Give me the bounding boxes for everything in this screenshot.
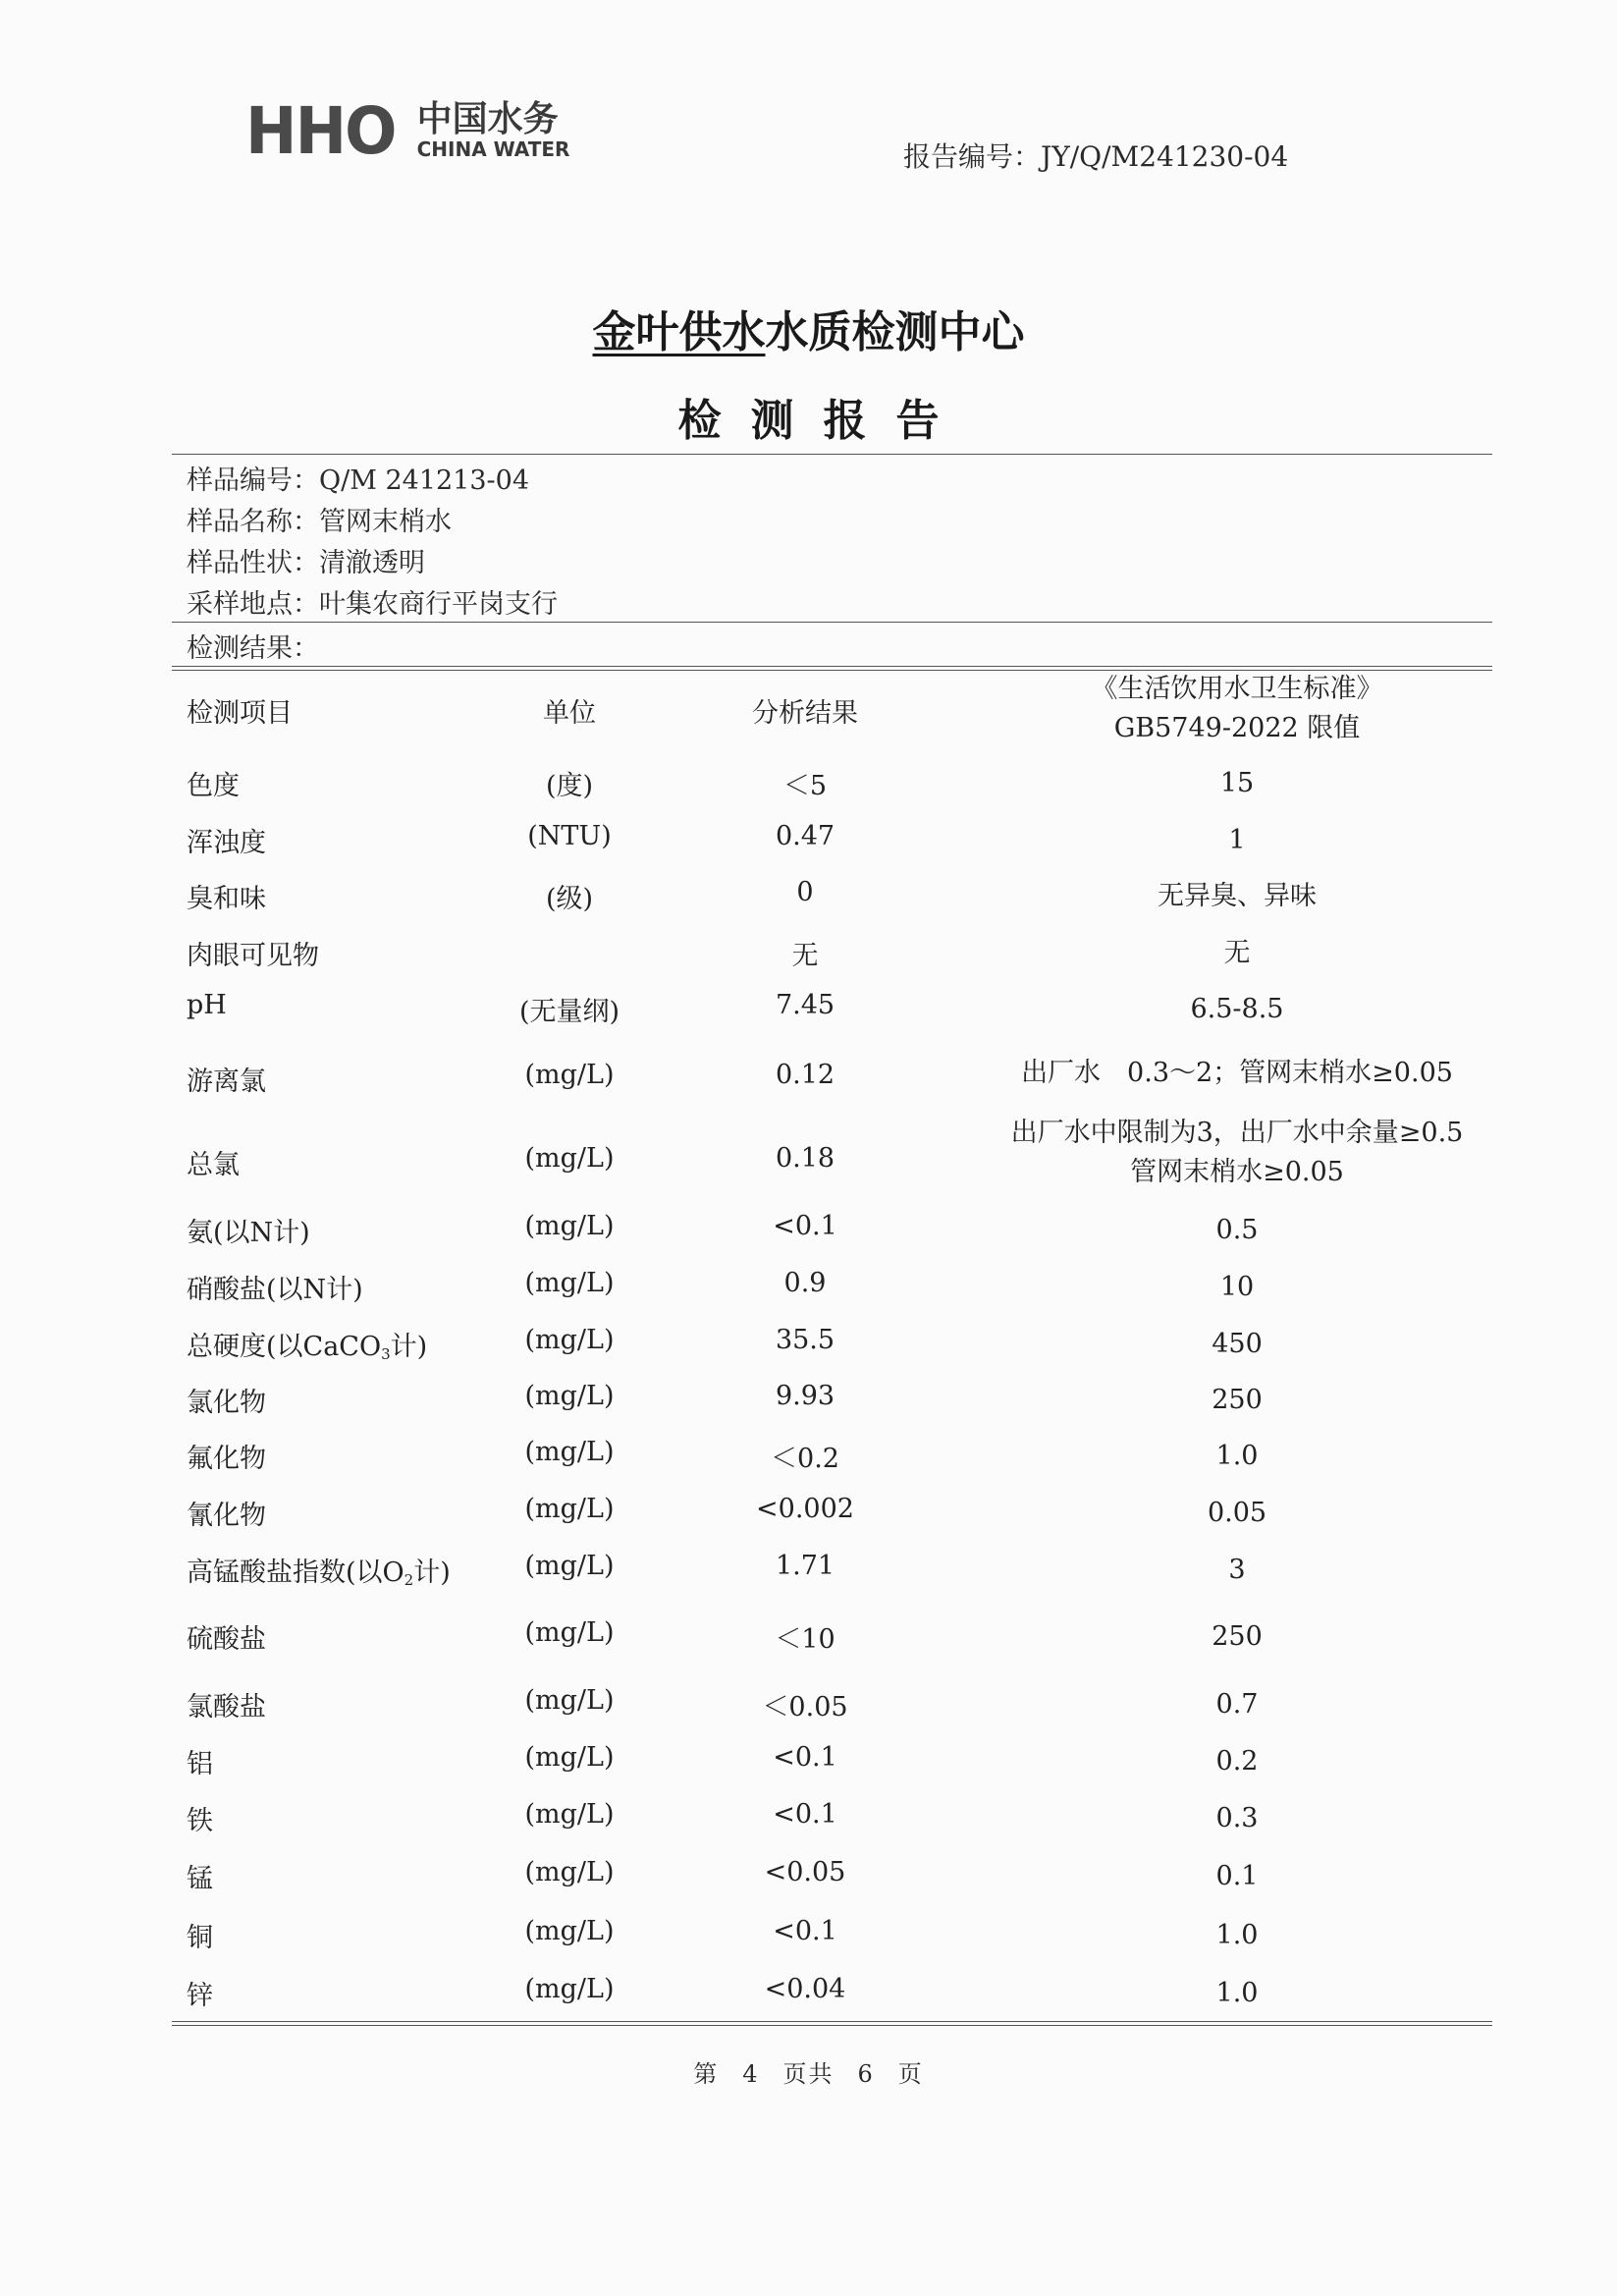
row-unit: (mg/L) [524, 1268, 615, 1298]
row-unit: (mg/L) [524, 1551, 615, 1581]
china-water-logo [245, 92, 570, 169]
header-result: 分析结果 [752, 698, 858, 729]
row-item: 铁 [187, 1806, 213, 1836]
row-unit: (mg/L) [524, 1060, 615, 1090]
row-result: ＜0.05 [762, 1692, 848, 1722]
row-item-subscript: 2 [404, 1571, 414, 1589]
row-result: <0.04 [764, 1974, 846, 2004]
row-item: 硝酸盐(以N计) [187, 1275, 363, 1305]
row-item: 总氯 [187, 1150, 240, 1180]
row-unit: (mg/L) [524, 1211, 615, 1241]
row-result: ＜0.2 [771, 1444, 839, 1474]
header-item: 检测项目 [187, 698, 293, 729]
header-limit [943, 670, 1532, 748]
row-item: 肉眼可见物 [187, 941, 319, 971]
divider [172, 622, 1492, 623]
page-number-text: 页 [897, 2060, 924, 2088]
row-unit: (mg/L) [524, 1143, 615, 1174]
table-header-row [0, 670, 1617, 754]
sample-name: 样品名称：管网末梢水 [187, 507, 452, 537]
row-limit-line: 出厂水中限制为3，出厂水中余量≥0.5 [1010, 1118, 1464, 1148]
row-result: ＜5 [782, 771, 828, 801]
row-item: 铝 [187, 1749, 213, 1779]
row-unit: (级) [545, 884, 594, 914]
row-result: <0.05 [764, 1857, 846, 1887]
divider [172, 2021, 1492, 2022]
row-item: pH [187, 990, 227, 1020]
results-label: 检测结果： [187, 633, 319, 664]
divider [172, 454, 1492, 455]
row-unit: (mg/L) [524, 1974, 615, 2004]
row-item: 锰 [187, 1864, 213, 1894]
logo-chinese-name: 中国水务 [416, 99, 559, 139]
row-limit: 出厂水 0.3～2；管网末梢水≥0.05 [1021, 1058, 1453, 1088]
row-item: 锌 [187, 1981, 213, 2011]
row-item: 游离氯 [187, 1066, 266, 1097]
report-number: 报告编号：JY/Q/M241230-04 [903, 140, 1289, 173]
organization-name-underlined: 金叶供水 [592, 307, 766, 357]
row-limit: 0.3 [1215, 1803, 1259, 1833]
divider [172, 2025, 1492, 2026]
page-current: 4 [742, 2060, 760, 2088]
organization-title [0, 297, 1617, 359]
header-limit-code: GB5749-2022 限值 [1113, 713, 1361, 743]
row-unit: (mg/L) [524, 1685, 615, 1716]
page-number-text: 页共 [782, 2060, 835, 2088]
row-result: 0 [796, 877, 814, 907]
row-limit: 0.2 [1215, 1746, 1259, 1777]
row-limit-line: 管网末梢水≥0.05 [1130, 1157, 1344, 1187]
page-total: 6 [857, 2060, 875, 2088]
row-item: 氟化物 [187, 1444, 266, 1474]
row-result: 0.9 [783, 1268, 827, 1298]
row-unit: (mg/L) [524, 1742, 615, 1773]
row-item: 氯酸盐 [187, 1692, 266, 1722]
row-result: 7.45 [775, 990, 835, 1020]
row-item: 硫酸盐 [187, 1624, 266, 1655]
sampling-location: 采样地点：叶集农商行平岗支行 [187, 589, 558, 620]
row-unit: (mg/L) [524, 1617, 615, 1648]
page-number [0, 2054, 1617, 2089]
row-limit: 6.5-8.5 [1190, 994, 1284, 1024]
row-unit: (mg/L) [524, 1381, 615, 1411]
row-limit: 1.0 [1215, 1441, 1259, 1471]
row-result: <0.002 [756, 1494, 854, 1524]
row-result: ＜10 [775, 1624, 835, 1655]
organization-name-rest: 水质检测中心 [765, 307, 1025, 357]
row-item: 氰化物 [187, 1501, 266, 1531]
row-limit: 0.7 [1215, 1689, 1259, 1720]
row-result: 0.12 [775, 1060, 835, 1090]
row-limit: 3 [1228, 1555, 1246, 1585]
row-result: 0.18 [775, 1143, 835, 1174]
row-item: 浑浊度 [187, 828, 266, 858]
row-unit: (mg/L) [524, 1857, 615, 1887]
row-item: 铜 [187, 1923, 213, 1953]
row-unit: (mg/L) [524, 1799, 615, 1830]
row-limit: 0.1 [1215, 1861, 1259, 1891]
row-item: 氨(以N计) [187, 1218, 310, 1248]
row-limit: 1 [1228, 825, 1246, 855]
row-unit: (度) [545, 771, 594, 801]
row-unit: (mg/L) [524, 1437, 615, 1467]
row-limit: 250 [1212, 1385, 1263, 1415]
row-unit: (mg/L) [524, 1494, 615, 1524]
row-result: <0.1 [773, 1916, 837, 1946]
row-limit: 1.0 [1215, 1920, 1259, 1950]
header-limit-standard: 《生活饮用水卫生标准》 [1091, 674, 1383, 704]
row-result: <0.1 [773, 1211, 837, 1241]
row-limit: 1.0 [1215, 1978, 1259, 2008]
row-result: 9.93 [775, 1381, 835, 1411]
row-unit: (NTU) [527, 821, 612, 851]
row-limit: 10 [1219, 1272, 1255, 1302]
row-unit: (mg/L) [524, 1325, 615, 1355]
report-title: 检测报告 [677, 396, 969, 446]
row-limit: 无异臭、异味 [1158, 881, 1317, 911]
row-result: 无 [791, 941, 819, 971]
row-unit: (mg/L) [524, 1916, 615, 1946]
row-result: <0.1 [773, 1799, 837, 1830]
row-item-text: 总硬度(以CaCO [187, 1332, 382, 1362]
row-item-text: 计) [390, 1332, 428, 1362]
page-number-text: 第 [693, 2060, 720, 2088]
row-limit: 0.05 [1207, 1498, 1267, 1528]
row-limit [943, 1114, 1532, 1192]
row-result: <0.1 [773, 1742, 837, 1773]
sample-number: 样品编号：Q/M 241213-04 [187, 465, 530, 496]
row-limit: 15 [1219, 768, 1255, 798]
row-result: 1.71 [775, 1551, 835, 1581]
row-item: 臭和味 [187, 884, 266, 914]
row-limit: 无 [1223, 938, 1251, 968]
row-item [187, 1551, 451, 1589]
row-limit: 250 [1212, 1621, 1263, 1652]
row-item-subscript: 3 [381, 1345, 391, 1363]
row-unit: (无量纲) [518, 997, 620, 1027]
header-unit: 单位 [543, 698, 596, 729]
divider [172, 666, 1492, 667]
row-limit: 450 [1212, 1329, 1263, 1359]
logo-english-name: CHINA WATER [416, 137, 570, 161]
row-item: 氯化物 [187, 1388, 266, 1418]
row-item-text: 计) [413, 1558, 451, 1588]
row-result: 35.5 [775, 1325, 835, 1355]
row-item: 色度 [187, 771, 240, 801]
logo-mark: HHO [245, 92, 396, 169]
sample-property: 样品性状：清澈透明 [187, 548, 425, 578]
row-limit: 0.5 [1215, 1215, 1259, 1245]
row-item-text: 高锰酸盐指数(以O [187, 1558, 404, 1588]
row-result: 0.47 [775, 821, 835, 851]
row-item [187, 1325, 427, 1363]
